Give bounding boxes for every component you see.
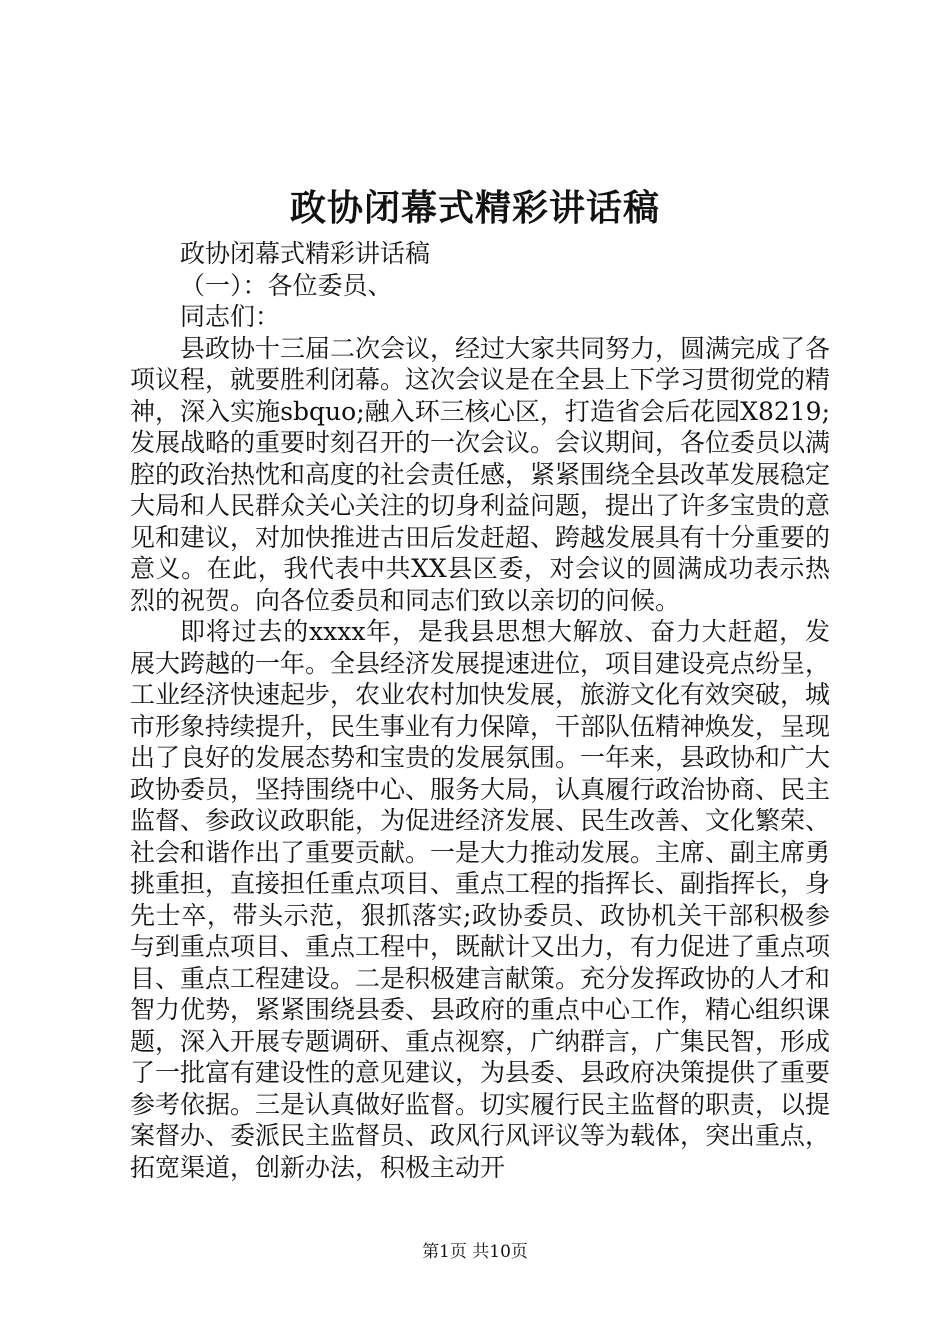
section-heading-paragraph: （一）：各位委员、 [180, 270, 393, 300]
subtitle-paragraph: 政协闭幕式精彩讲话稿 [180, 239, 431, 268]
document-title: 政协闭幕式精彩讲话稿 [289, 187, 660, 229]
body-paragraph: 县政协十三届二次会议，经过大家共同努力，圆满完成了各项议程，就要胜利闭幕。这次会议是在全县上下学习贯彻党的精神，深入实施sbquo;融入环三核心区，打造省会后花园X8219;发展战略的重要时刻召开的一次会议。会议期间，各位委员以满腔的政治热忱和高度的社会责任感，紧紧围绕全县改革发展稳定大局和人民群众关心关注的切身利益问题，提出了许多宝贵的意见和建议，对加快推进古田后发赶超、跨越发展具有十分重要的意义。在此，我代表中共XX县区委，对会议的圆满成功表示热烈的祝贺。向各位委员和同志们致以亲切的问候。 [130, 333, 831, 615]
salutation-paragraph: 同志们： [180, 302, 281, 331]
page-number-footer: 第1页 共10页 [422, 1242, 528, 1262]
document-body [130, 238, 830, 1183]
body-paragraph: 即将过去的xxxx年，是我县思想大解放、奋力大赶超，发展大跨越的一年。全县经济发展提速进位，项目建设亮点纷呈，工业经济快速起步，农业农村加快发展，旅游文化有效突破，城市形象持续提升，民生事业有力保障，干部队伍精神焕发，呈现出了良好的发展态势和宝贵的发展氛围。一年来，县政协和广大政协委员，坚持围绕中心、服务大局，认真履行政治协商、民主监督、参政议政职能，为促进经济发展、民生改善、文化繁荣、社会和谐作出了重要贡献。一是大力推动发展。主席、副主席勇挑重担，直接担任重点项目、重点工程的指挥长、副指挥长，身先士卒，带头示范，狠抓落实;政协委员、政协机关干部积极参与到重点项目、重点工程中，既献计又出力，有力促进了重点项目、重点工程建设。二是积极建言献策。充分发挥政协的人才和智力优势，紧紧围绕县委、县政府的重点中心工作，精心组织课题，深入开展专题调研、重点视察，广纳群言，广集民智，形成了一批富有建设性的意见建议，为县委、县政府决策提供了重要参考依据。三是认真做好监督。切实履行民主监督的职责，以提案督办、委派民主监督员、政风行风评议等为载体，突出重点，拓宽渠道，创新办法，积极主动开 [130, 617, 831, 1182]
